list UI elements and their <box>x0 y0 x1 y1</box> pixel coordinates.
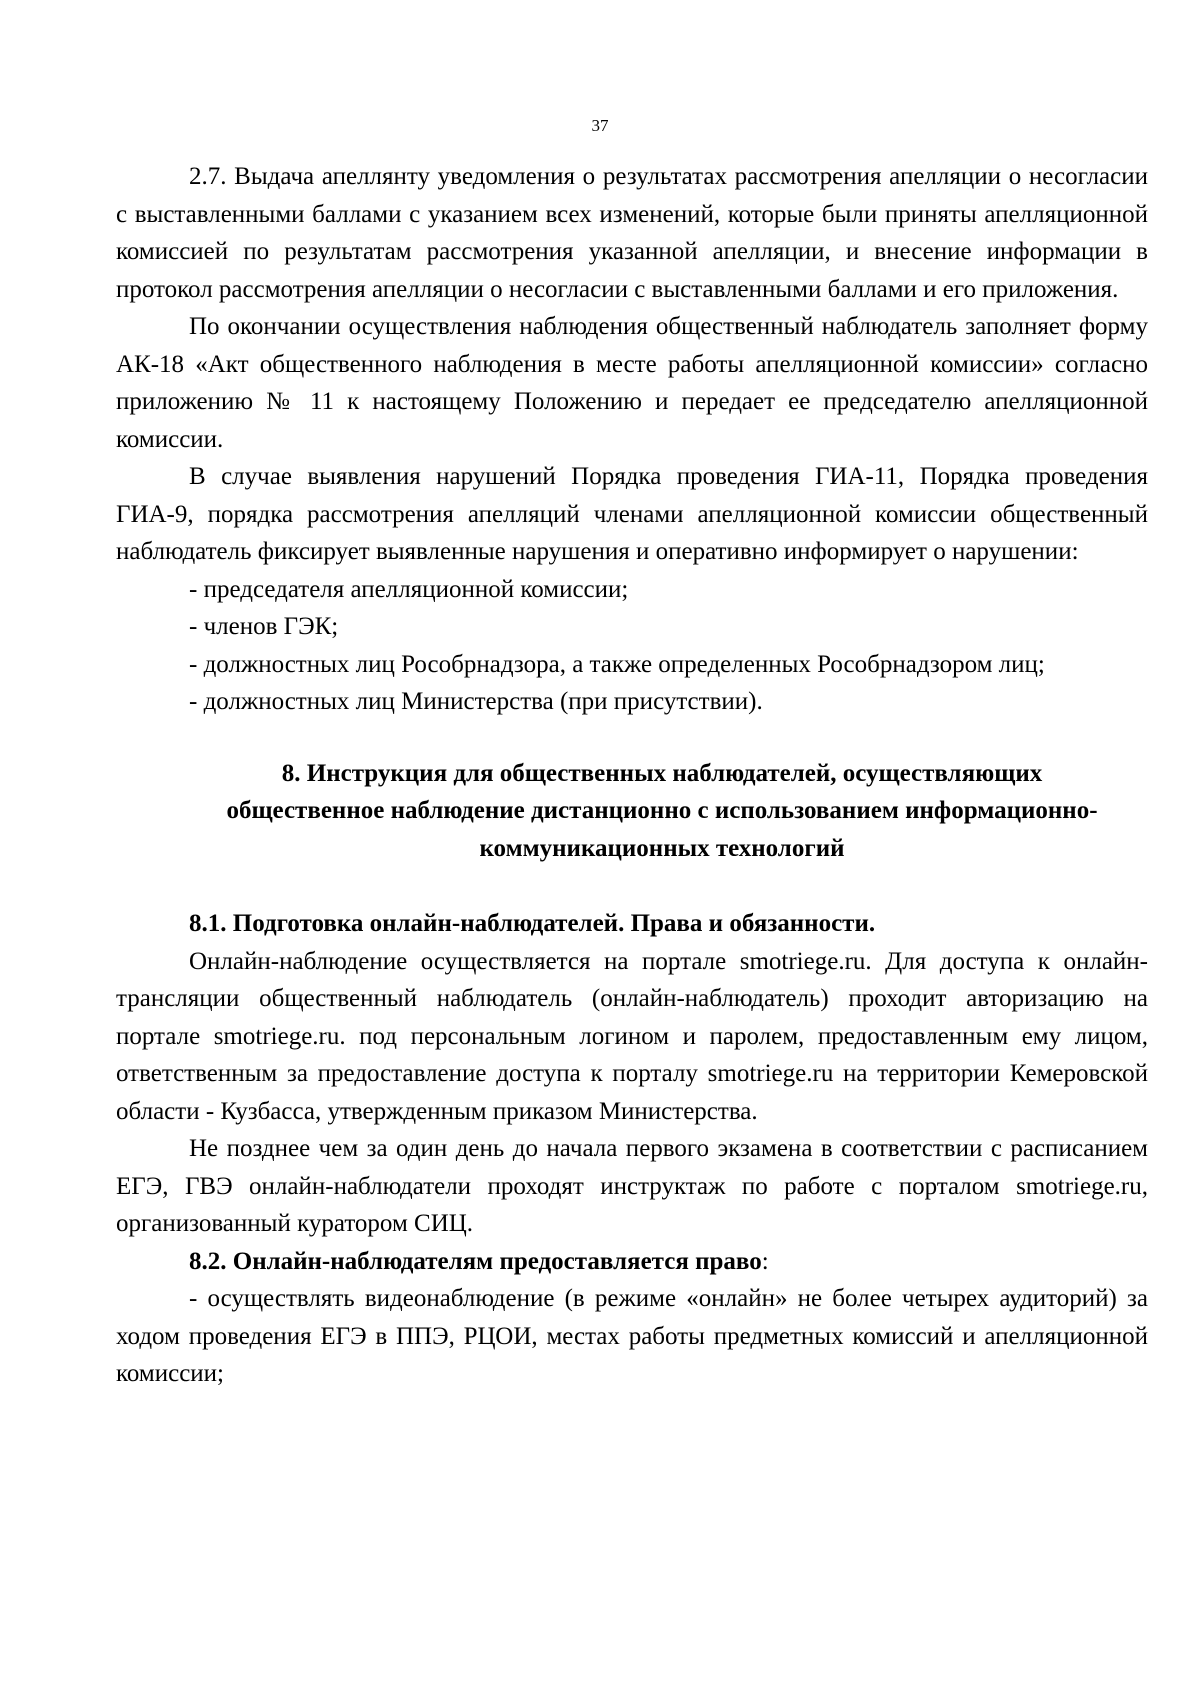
subsection-title-8-2-tail: : <box>761 1247 769 1275</box>
list-item: - осуществлять видеонаблюдение (в режиме «онлайн» не более четырех аудиторий) за ходом проведения ЕГЭ в ППЭ, РЦОИ, местах работы предметных комиссий и апелляционной комиссии; <box>116 1285 1148 1387</box>
subsection-title-8-2 <box>116 1243 1148 1281</box>
paragraph-briefing: Не позднее чем за один день до начала первого экзамена в соответствии с расписанием ЕГЭ, ГВЭ онлайн-наблюдатели проходят инструктаж по работе с порталом smotriege.ru, организованный куратором СИЦ. <box>116 1135 1148 1237</box>
subsection-title-8-2-bold: 8.2. Онлайн-наблюдателям предоставляется право <box>189 1247 762 1275</box>
list-item: - должностных лиц Рособрнадзора, а также определенных Рособрнадзором лиц; <box>189 650 1045 678</box>
paragraph-online-observation: Онлайн-наблюдение осуществляется на портале smotriege.ru. Для доступа к онлайн-трансляции общественный наблюдатель (онлайн-наблюдатель) проходит авторизацию на портале smotriege.ru. под персональным логином и паролем, предоставленным ему лицом, ответственным за предоставление доступа к порталу smotriege.ru на территории Кемеровской области - Кузбасса, утвержденным приказом Министерства. <box>116 947 1148 1125</box>
list-item: - членов ГЭК; <box>189 613 339 640</box>
section-title: 8. Инструкция для общественных наблюдателей, осуществляющих общественное наблюдение дистанционно с использованием информационно-коммуникационных технологий <box>226 759 1098 862</box>
paragraph-observer-form: По окончании осуществления наблюдения общественный наблюдатель заполняет форму АК-18 «Акт общественного наблюдения в месте работы апелляционной комиссии» согласно приложению № 11 к настоящему Положению и передает ее председателю апелляционной комиссии. <box>116 313 1148 453</box>
document-body <box>116 158 1148 1393</box>
subsection-title-8-1: 8.1. Подготовка онлайн-наблюдателей. Права и обязанности. <box>189 910 876 937</box>
paragraph-violations: В случае выявления нарушений Порядка проведения ГИА-11, Порядка проведения ГИА-9, порядка рассмотрения апелляций членами апелляционной комиссии общественный наблюдатель фиксирует выявленные нарушения и оперативно информирует о нарушении: <box>116 463 1148 565</box>
list-item: - председателя апелляционной комиссии; <box>189 575 629 603</box>
page-number: 37 <box>591 116 609 135</box>
list-item: - должностных лиц Министерства (при присутствии). <box>189 688 763 715</box>
paragraph-2-7: 2.7. Выдача апеллянту уведомления о результатах рассмотрения апелляции о несогласии с выставленными баллами с указанием всех изменений, которые были приняты апелляционной комиссией по результатам рассмотрения указанной апелляции, и внесение информации в протокол рассмотрения апелляции о несогласии с выставленными баллами и его приложения. <box>116 163 1148 303</box>
